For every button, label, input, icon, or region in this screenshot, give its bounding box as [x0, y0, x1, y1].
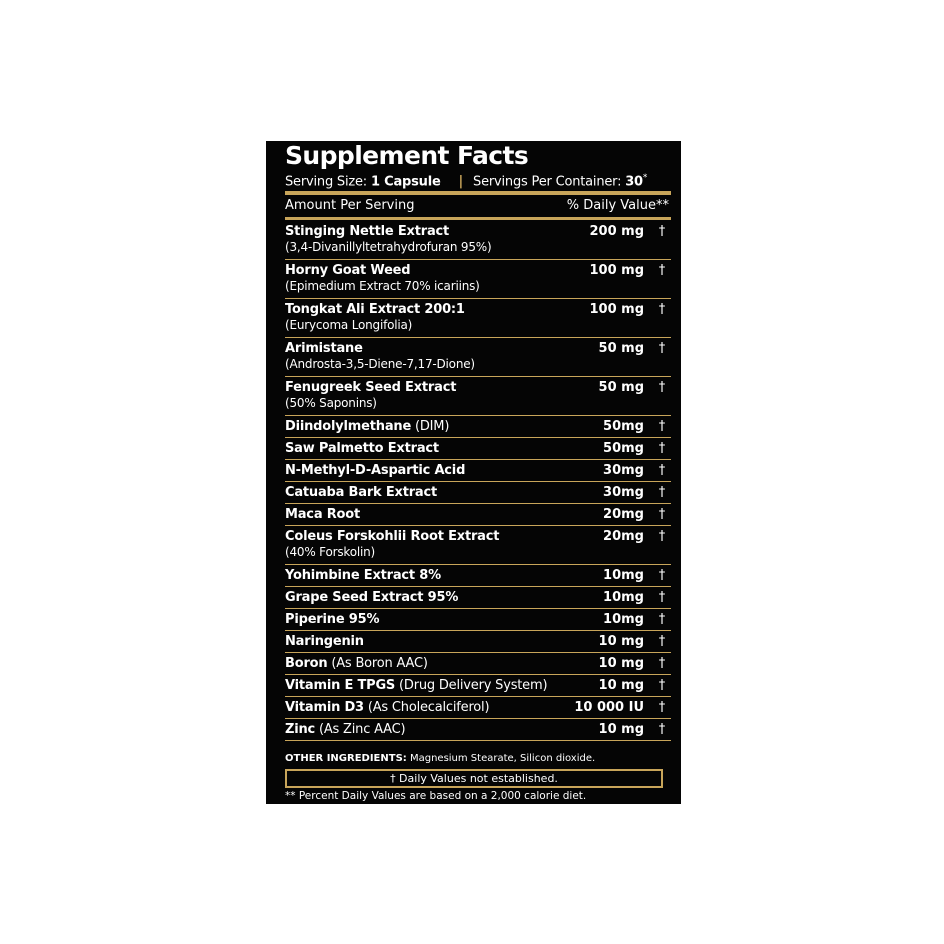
- ingredient-row: [285, 260, 671, 299]
- ingredient-amount: 50 mg: [598, 341, 644, 356]
- ingredient-row: [285, 338, 671, 377]
- dagger-mark: †: [658, 590, 666, 605]
- ingredient-amount: 50mg: [603, 441, 644, 456]
- other-ingredients: [285, 752, 595, 766]
- ingredient-row: [285, 719, 671, 741]
- ingredient-amount: 30mg: [603, 485, 644, 500]
- ingredient-detail: (Epimedium Extract 70% icariins): [285, 279, 480, 293]
- ingredient-form: (Drug Delivery System): [395, 678, 548, 693]
- ingredient-amount: 10mg: [603, 612, 644, 627]
- ingredient-name: [285, 506, 360, 523]
- ingredient-amount: 200 mg: [589, 224, 644, 239]
- thick-divider: [285, 191, 671, 195]
- ingredient-form: (As Zinc AAC): [315, 722, 406, 737]
- servings-per-container-label: Servings Per Container:: [473, 174, 622, 190]
- ingredient-form: (As Cholecalciferol): [363, 700, 490, 715]
- ingredient-amount: 20mg: [603, 529, 644, 544]
- ingredient-amount: 10mg: [603, 568, 644, 583]
- footnote: ** Percent Daily Values are based on a 2,000 calorie diet.: [285, 790, 587, 802]
- ingredient-name: [285, 699, 489, 716]
- dagger-mark: †: [658, 224, 666, 239]
- ingredient-row: [285, 653, 671, 675]
- dagger-mark: †: [658, 656, 666, 671]
- ingredient-name: [285, 677, 547, 694]
- dagger-mark: †: [658, 507, 666, 522]
- ingredient-row: [285, 504, 671, 526]
- ingredient-name-text: Horny Goat Weed: [285, 263, 411, 278]
- dagger-mark: †: [658, 341, 666, 356]
- column-header: [285, 196, 671, 216]
- ingredient-name: [285, 379, 456, 396]
- dagger-mark: †: [658, 263, 666, 278]
- ingredient-detail: (Eurycoma Longifolia): [285, 318, 413, 332]
- ingredient-name: [285, 340, 363, 357]
- ingredient-row: [285, 675, 671, 697]
- ingredient-row: [285, 697, 671, 719]
- ingredient-name: [285, 589, 458, 606]
- ingredient-amount: 10 000 IU: [574, 700, 644, 715]
- ingredient-amount: 10 mg: [598, 634, 644, 649]
- serving-separator: |: [458, 174, 464, 190]
- ingredient-name-text: Naringenin: [285, 634, 364, 649]
- ingredient-list: [285, 221, 671, 741]
- ingredient-name-text: Vitamin D3: [285, 700, 364, 715]
- ingredient-name: [285, 440, 439, 457]
- ingredient-name-text: Grape Seed Extract 95%: [285, 590, 459, 605]
- daily-value-note-box: [285, 769, 663, 788]
- ingredient-amount: 10 mg: [598, 678, 644, 693]
- dagger-mark: †: [658, 678, 666, 693]
- ingredient-row: [285, 609, 671, 631]
- other-ingredients-value: Magnesium Stearate, Silicon dioxide.: [409, 753, 596, 764]
- ingredient-name-text: Piperine 95%: [285, 612, 380, 627]
- dagger-mark: †: [658, 463, 666, 478]
- ingredient-name: [285, 528, 499, 545]
- ingredient-row: [285, 482, 671, 504]
- ingredient-row: [285, 299, 671, 338]
- ingredient-name-text: Stinging Nettle Extract: [285, 224, 450, 239]
- serving-size-value: 1 Capsule: [370, 174, 441, 190]
- ingredient-name: [285, 418, 449, 435]
- dagger-mark: †: [658, 568, 666, 583]
- ingredient-amount: 10 mg: [598, 722, 644, 737]
- ingredient-name: [285, 611, 379, 628]
- ingredient-amount: 20mg: [603, 507, 644, 522]
- ingredient-name-text: Tongkat Ali Extract 200:1: [285, 302, 465, 317]
- ingredient-row: [285, 526, 671, 565]
- dagger-mark: †: [658, 441, 666, 456]
- ingredient-amount: 100 mg: [589, 302, 644, 317]
- ingredient-name: [285, 301, 465, 318]
- ingredient-detail: (Androsta-3,5-Diene-7,17-Dione): [285, 357, 475, 371]
- ingredient-name: [285, 462, 465, 479]
- servings-per-container-mark: *: [642, 173, 648, 183]
- ingredient-detail: (3,4-Divanillyltetrahydrofuran 95%): [285, 240, 492, 254]
- ingredient-name-text: Catuaba Bark Extract: [285, 485, 438, 500]
- ingredient-name: [285, 223, 449, 240]
- ingredient-row: [285, 438, 671, 460]
- ingredient-amount: 50mg: [603, 419, 644, 434]
- dagger-mark: †: [658, 302, 666, 317]
- serving-size-label: Serving Size:: [285, 174, 367, 190]
- ingredient-amount: 10 mg: [598, 656, 644, 671]
- ingredient-amount: 10mg: [603, 590, 644, 605]
- other-ingredients-label: OTHER INGREDIENTS:: [285, 753, 407, 764]
- ingredient-row: [285, 587, 671, 609]
- ingredient-name: [285, 567, 441, 584]
- header-divider: [285, 217, 671, 220]
- ingredient-detail: (40% Forskolin): [285, 545, 375, 559]
- ingredient-name-text: N-Methyl-D-Aspartic Acid: [285, 463, 466, 478]
- ingredient-detail: (50% Saponins): [285, 396, 377, 410]
- ingredient-name-text: Boron: [285, 656, 328, 671]
- dagger-mark: †: [658, 722, 666, 737]
- ingredient-name-text: Vitamin E TPGS: [285, 678, 396, 693]
- ingredient-row: [285, 631, 671, 653]
- ingredient-name-text: Yohimbine Extract 8%: [285, 568, 441, 583]
- dagger-mark: †: [658, 700, 666, 715]
- ingredient-form: (DIM): [411, 419, 450, 434]
- amount-per-serving-label: Amount Per Serving: [285, 198, 415, 213]
- daily-value-label: % Daily Value**: [566, 198, 669, 213]
- ingredient-name-text: Fenugreek Seed Extract: [285, 380, 457, 395]
- ingredient-form: (As Boron AAC): [327, 656, 428, 671]
- daily-value-note: † Daily Values not established.: [390, 772, 558, 785]
- ingredient-name-text: Diindolylmethane: [285, 419, 412, 434]
- ingredient-name: [285, 484, 437, 501]
- ingredient-name-text: Maca Root: [285, 507, 361, 522]
- ingredient-name: [285, 633, 364, 650]
- dagger-mark: †: [658, 419, 666, 434]
- serving-info: [285, 170, 647, 190]
- ingredient-row: [285, 377, 671, 416]
- dagger-mark: †: [658, 485, 666, 500]
- ingredient-name-text: Saw Palmetto Extract: [285, 441, 439, 456]
- dagger-mark: †: [658, 529, 666, 544]
- ingredient-row: [285, 221, 671, 260]
- dagger-mark: †: [658, 612, 666, 627]
- ingredient-name-text: Arimistane: [285, 341, 363, 356]
- ingredient-row: [285, 416, 671, 438]
- ingredient-name: [285, 721, 405, 738]
- ingredient-row: [285, 460, 671, 482]
- ingredient-name-text: Coleus Forskohlii Root Extract: [285, 529, 500, 544]
- servings-per-container-value: 30: [625, 174, 643, 190]
- ingredient-name: [285, 262, 410, 279]
- ingredient-amount: 30mg: [603, 463, 644, 478]
- dagger-mark: †: [658, 380, 666, 395]
- dagger-mark: †: [658, 634, 666, 649]
- supplement-facts-panel: [266, 141, 681, 804]
- ingredient-row: [285, 565, 671, 587]
- panel-title: Supplement Facts: [285, 141, 529, 170]
- ingredient-name: [285, 655, 428, 672]
- ingredient-amount: 100 mg: [589, 263, 644, 278]
- ingredient-amount: 50 mg: [598, 380, 644, 395]
- ingredient-name-text: Zinc: [285, 722, 316, 737]
